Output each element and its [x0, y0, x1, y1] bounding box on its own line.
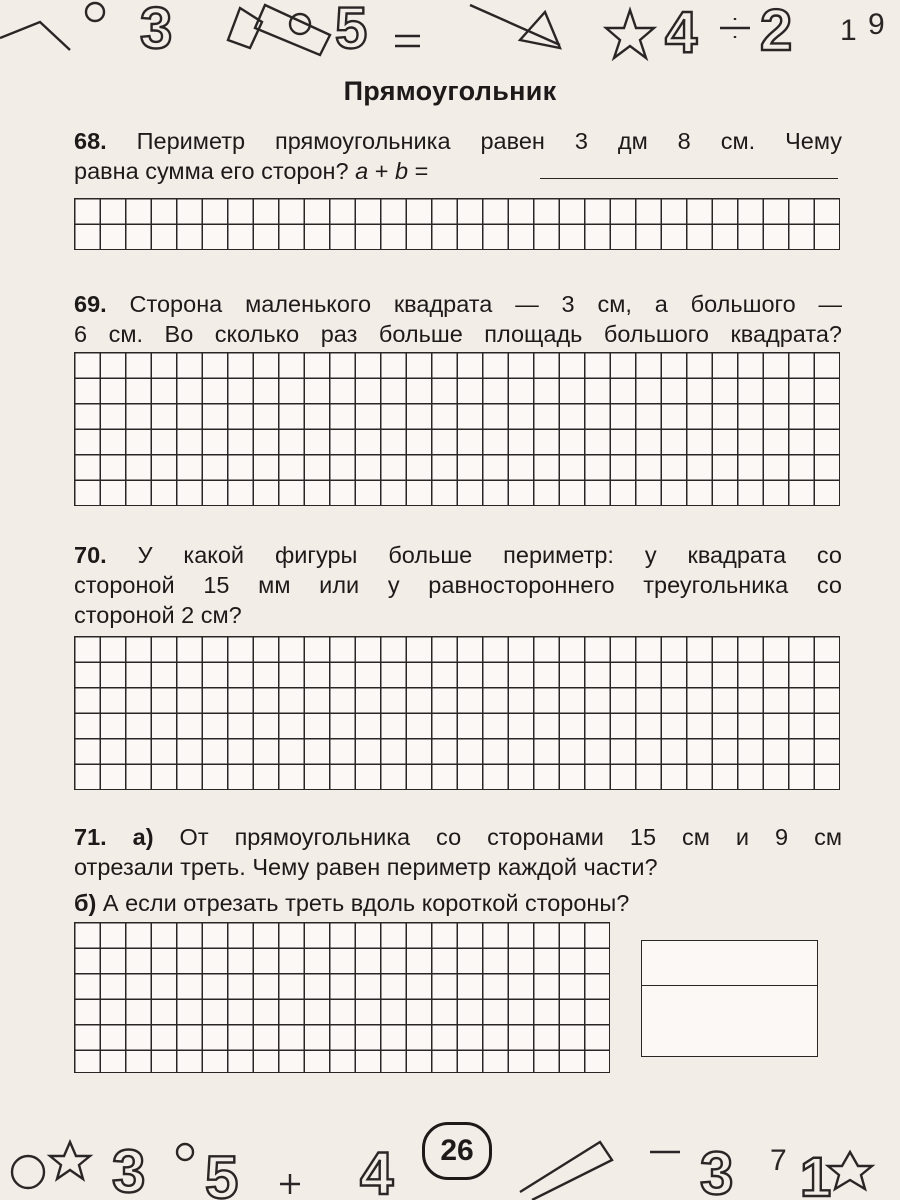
task-69: [74, 289, 842, 349]
formula-b: b: [394, 158, 409, 184]
task-number: 69.: [74, 291, 107, 317]
formula-plus: +: [374, 158, 389, 184]
task-71: [74, 822, 842, 918]
task-number: 71.: [74, 824, 107, 850]
rectangle-diagram: [641, 940, 818, 1057]
digit-doodle: 7: [770, 1144, 787, 1177]
ruler-shape: [0, 22, 70, 50]
digit-doodle: 1: [840, 14, 857, 47]
digit-doodle: 9: [868, 8, 885, 41]
task-text-line: стороной 15 мм или у равностороннего треугольника со: [74, 572, 842, 598]
digit-doodle: 4: [360, 1140, 394, 1200]
digit-doodle: 5: [335, 0, 368, 61]
top-decorative-border: [0, 0, 900, 62]
digit-doodle: 5: [205, 1144, 239, 1200]
page-number: 26: [422, 1122, 492, 1180]
part-a-label: а): [132, 824, 154, 850]
digit-doodle: 3: [700, 1140, 734, 1200]
digit-doodle: 2: [760, 0, 793, 62]
line-doodle: [470, 5, 560, 45]
task-70: [74, 540, 842, 630]
plus-doodle: [280, 1174, 300, 1194]
circle-doodle: [86, 3, 104, 21]
star-icon: [50, 1142, 90, 1179]
task-text-line: стороной 2 см?: [74, 602, 242, 628]
digit-doodle: 1: [800, 1145, 832, 1200]
ruler-doodle: [520, 1142, 612, 1200]
task-text-line: А если отрезать треть вдоль короткой стороны?: [102, 890, 630, 916]
task-text-line: равна сумма его сторон?: [74, 158, 349, 184]
equals-doodle: [395, 36, 420, 46]
task-text-line: Сторона маленького квадрата — 3 см, а большого —: [129, 291, 842, 317]
task-text-line: отрезали треть. Чему равен периметр каждой части?: [74, 854, 658, 880]
answer-grid-71[interactable]: [74, 922, 610, 1073]
digit-doodle: 4: [665, 0, 698, 62]
apple-doodle: [12, 1156, 44, 1188]
digit-doodle: 3: [140, 0, 173, 61]
formula-a: a: [355, 158, 369, 184]
star-icon: [606, 10, 654, 58]
answer-grid-70[interactable]: [74, 636, 840, 790]
formula-equals: =: [414, 158, 429, 184]
star-icon: [828, 1152, 872, 1189]
answer-line[interactable]: [540, 178, 838, 179]
task-text-line: 6 см. Во сколько раз больше площадь большого квадрата?: [74, 321, 842, 347]
task-68: [74, 126, 842, 186]
part-b-label: б): [74, 890, 97, 916]
answer-grid-68[interactable]: [74, 198, 840, 250]
circle-doodle: [177, 1144, 193, 1160]
task-text-line: От прямоугольника со сторонами 15 см и 9 см: [179, 824, 842, 850]
answer-grid-69[interactable]: [74, 352, 840, 506]
divide-doodle: [720, 18, 750, 38]
page-title: Прямоугольник: [343, 76, 557, 106]
rectangle-divider-line: [642, 985, 817, 986]
digit-doodle: 3: [112, 1138, 146, 1200]
task-text-line: У какой фигуры больше периметр: у квадрата со: [137, 542, 843, 568]
task-text-line: Периметр прямоугольника равен 3 дм 8 см. Чему: [136, 128, 842, 154]
task-number: 68.: [74, 128, 107, 154]
task-number: 70.: [74, 542, 107, 568]
